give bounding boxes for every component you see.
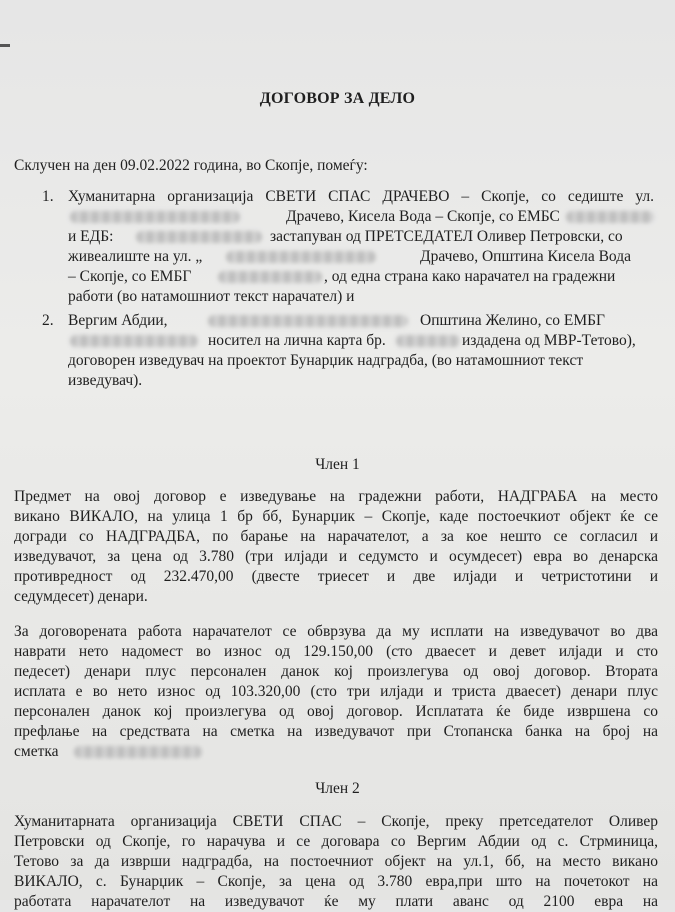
redacted-embg bbox=[218, 271, 322, 283]
article-2-p1-line: работата нарачателот на изведувачот ќе му плати аванс од 2100 евра на bbox=[14, 893, 658, 910]
article-1-p2-line: сметка bbox=[14, 743, 59, 760]
article-1-p2-line: персонален данок кој произлегува од овој договор. Исплатата ќе биде извршена со bbox=[14, 703, 658, 720]
party-1-line-4a: живеалиште на ул. „ bbox=[68, 248, 203, 265]
article-2-p1-line: Тетово за да изврши надградба, на постоечниот објект на ул.1, бб, на место викано bbox=[14, 853, 658, 870]
party-1-line-3a: и ЕДБ: bbox=[68, 228, 114, 245]
party-2-line-1b: Општина Желино, со ЕМБГ bbox=[420, 312, 605, 329]
party-1-line-5b: , од една страна како нарачател на градежни bbox=[324, 268, 616, 285]
article-1-p1-line: Предмет на овој договор е изведување на градежни работи, НАДГРАБА на место bbox=[14, 488, 658, 505]
party-1-line-2: Драчево, Кисела Вода – Скопје, со ЕМБС bbox=[286, 208, 560, 225]
article-1-p2-line: наврати нето надомест во износ од 129.150,00 (сто дваесет и девет илјади и сто bbox=[14, 643, 658, 660]
article-2-heading: Член 2 bbox=[315, 780, 360, 797]
intro-line: Склучен на ден 09.02.2022 година, во Скопје, помеѓу: bbox=[14, 157, 368, 174]
redacted-address bbox=[70, 211, 240, 223]
redacted-account bbox=[74, 746, 202, 758]
article-2-p1-line: ВИКАЛО, с. Бунарџик – Скопје, за цена од 3.780 евра,при што на почетокот на bbox=[14, 873, 658, 890]
party-1-line-3b: застапуван од ПРЕТСЕДАТЕЛ Оливер Петровски, со bbox=[270, 228, 623, 245]
article-1-p2-line: префлање на средствата на сметка на изведувачот при Стопанска банка на број на bbox=[14, 723, 658, 740]
document-title: ДОГОВОР ЗА ДЕЛО bbox=[259, 90, 416, 107]
article-1-p2-line: педесет) денари плус персонален данок кој произлегува од овој договор. Втората bbox=[14, 663, 658, 680]
party-2-line-3: договорен изведувач на проектот Бунарџик надградба, (во натамошниот текст bbox=[68, 352, 584, 369]
redacted-party2-address bbox=[208, 315, 408, 327]
article-1-p1-line: викано ВИКАЛО, на улица 1 бр бб, Бунарџик – Скопје, каде постоечкиот објект ќе се bbox=[14, 508, 658, 525]
party-1-line-6: работи (во натамошниот текст нарачател) и bbox=[68, 288, 355, 305]
redacted-embs bbox=[566, 211, 654, 223]
redacted-street bbox=[226, 251, 376, 263]
party-1-number: 1. bbox=[42, 188, 54, 205]
article-1-p1-line: седумдесет) денари. bbox=[14, 588, 148, 605]
party-2-line-2a: носител на лична карта бр. bbox=[208, 332, 386, 349]
party-1-line-4b: Драчево, Општина Кисела Вода bbox=[420, 248, 631, 265]
page-edge-mark bbox=[0, 44, 10, 47]
party-1-line-5a: – Скопје, со ЕМБГ bbox=[68, 268, 192, 285]
party-1-line-1: Хуманитарна организација СВЕТИ СПАС ДРАЧЕВО – Скопје, со седиште ул. bbox=[68, 188, 654, 205]
redacted-id-card bbox=[396, 335, 460, 347]
party-2-line-1a: Вергим Абдии, bbox=[68, 312, 168, 329]
article-1-heading: Член 1 bbox=[315, 456, 360, 473]
article-1-p1-line: догради со НАДГРАДБА, по барање на нарачателот, а за кое нешто се согласил и bbox=[14, 528, 658, 545]
redacted-party2-embg bbox=[70, 335, 198, 347]
article-2-p1-line: Петровски од Скопје, го нарачува и се договара со Вергим Абдии од с. Стрминица, bbox=[14, 833, 658, 850]
redacted-edb bbox=[136, 231, 262, 243]
party-2-number: 2. bbox=[42, 312, 54, 329]
article-1-p2-line: За договорената работа нарачателот се обврзува да му исплати на изведувачот во два bbox=[14, 623, 658, 640]
article-1-p2-line: исплата е во нето износ од 103.320,00 (сто три илјади и триста дваесет) денари плус bbox=[14, 683, 658, 700]
party-2-line-4: изведувач). bbox=[68, 372, 143, 389]
article-1-p1-line: противредност од 232.470,00 (двесте триесет и две илјади и четристотини и bbox=[14, 568, 658, 585]
party-2-line-2b: издадена од МВР-Тетово), bbox=[462, 332, 636, 349]
article-2-p1-line: Хуманитарната организација СВЕТИ СПАС – Скопје, преку претседателот Оливер bbox=[14, 813, 658, 830]
article-1-p1-line: изведувачот, за цена од 3.780 (три илјади и седумсто и осумдесет) евра во денарска bbox=[14, 548, 658, 565]
